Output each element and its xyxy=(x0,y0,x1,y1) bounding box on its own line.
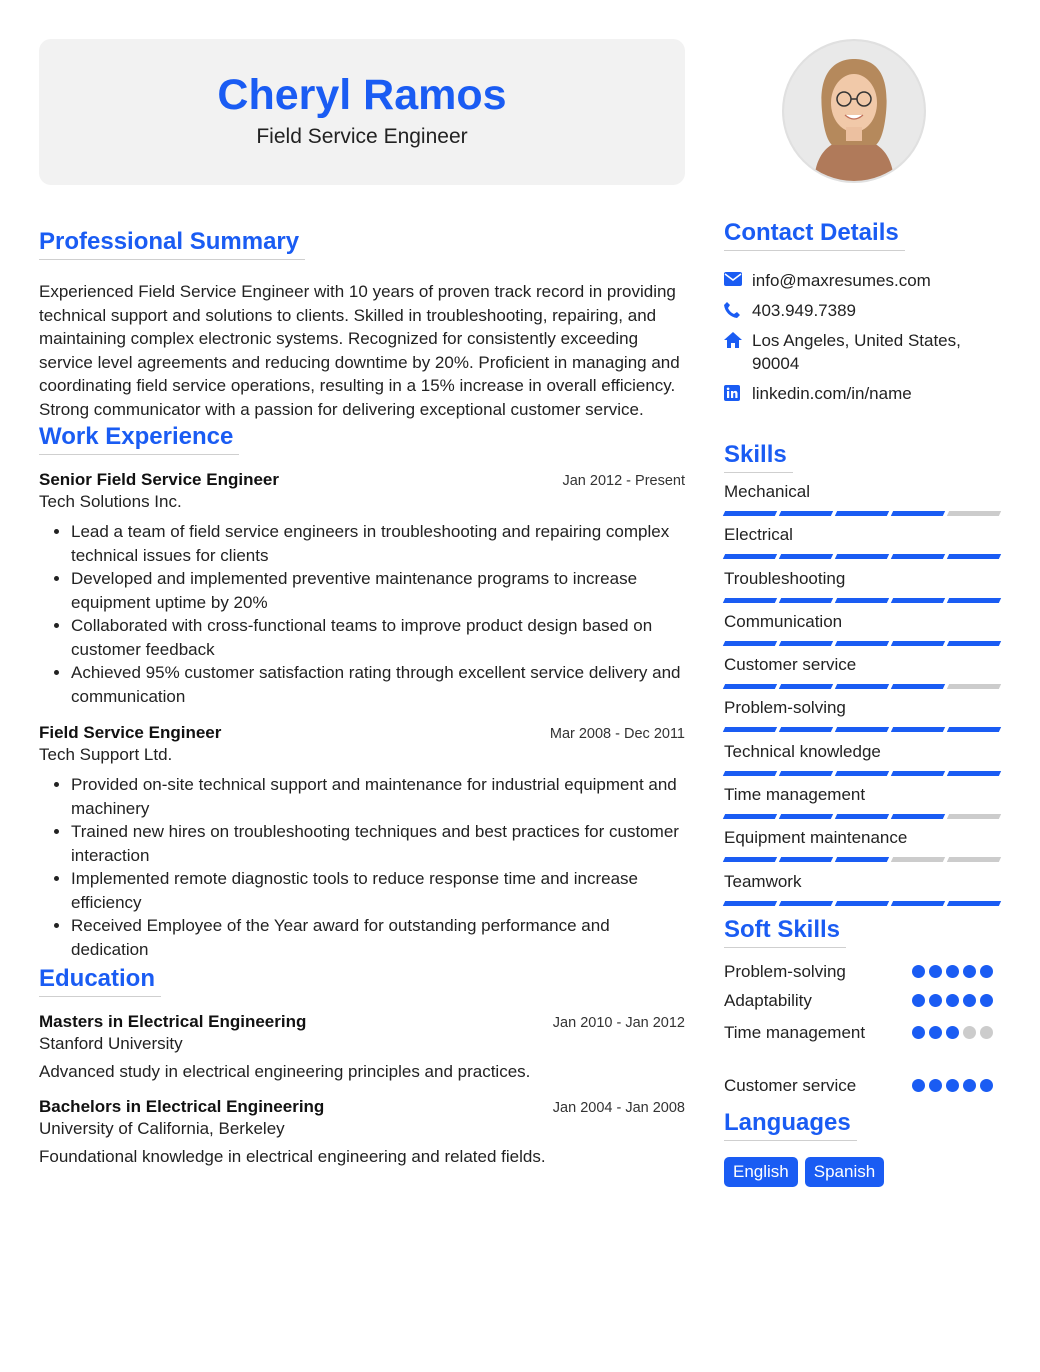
job-role: Field Service Engineer xyxy=(39,723,222,742)
skill-level-bar xyxy=(724,554,1000,559)
skill-level-segment xyxy=(779,901,833,906)
language-pill: English xyxy=(724,1157,798,1187)
skill-level-segment xyxy=(891,511,945,516)
soft-skill-item xyxy=(724,1023,1000,1076)
rating-dot xyxy=(963,965,976,978)
contact-linkedin xyxy=(724,382,1000,405)
skill-level-bar xyxy=(724,814,1000,819)
job-dates: Jan 2012 - Present xyxy=(562,473,685,489)
skill-level-segment xyxy=(779,511,833,516)
skill-level-segment xyxy=(779,814,833,819)
summary-heading: Professional Summary xyxy=(39,228,305,260)
rating-dot xyxy=(929,1079,942,1092)
soft-skill-name: Problem-solving xyxy=(724,961,846,981)
skill-level-segment xyxy=(835,771,889,776)
skill-name: Equipment maintenance xyxy=(724,828,908,848)
skill-item xyxy=(724,784,1000,827)
education-description: Foundational knowledge in electrical engineering and related fields. xyxy=(39,1147,546,1166)
rating-dot xyxy=(946,994,959,1007)
soft-skill-item xyxy=(724,962,1000,991)
education-dates: Jan 2004 - Jan 2008 xyxy=(552,1100,685,1116)
job-bullets xyxy=(39,520,685,708)
skill-level-segment xyxy=(947,554,1001,559)
skill-level-bar xyxy=(724,857,1000,862)
rating-dot xyxy=(980,965,993,978)
skill-level-segment xyxy=(723,901,777,906)
skill-level-segment xyxy=(723,727,777,732)
soft-skill-item xyxy=(724,1076,1000,1109)
skill-level-bar xyxy=(724,771,1000,776)
job-entry xyxy=(39,723,685,961)
skill-level-bar xyxy=(724,598,1000,603)
contact-list xyxy=(724,269,1000,405)
skill-level-bar xyxy=(724,684,1000,689)
rating-dot xyxy=(912,965,925,978)
job-company: Tech Solutions Inc. xyxy=(39,492,182,511)
skill-name: Mechanical xyxy=(724,482,810,501)
rating-dot xyxy=(929,1026,942,1039)
rating-dot xyxy=(946,1079,959,1092)
soft-skill-rating xyxy=(912,1023,1000,1076)
home-icon xyxy=(724,329,752,348)
skill-name: Customer service xyxy=(724,655,857,675)
skill-level-segment xyxy=(947,727,1001,732)
skill-level-segment xyxy=(947,814,1001,819)
soft-skill-rating xyxy=(912,991,1000,1023)
skill-level-segment xyxy=(779,857,833,862)
job-company: Tech Support Ltd. xyxy=(39,745,173,764)
main-column xyxy=(39,39,685,1167)
skill-item xyxy=(724,871,1000,914)
profile-photo xyxy=(782,39,926,183)
job-bullet: • Lead a team of field service engineers in troubleshooting and repairing complex technical issues for clients xyxy=(71,520,685,567)
skill-level-segment xyxy=(779,598,833,603)
rating-dot xyxy=(929,965,942,978)
soft-skill-rating xyxy=(912,1076,1000,1109)
skill-level-segment xyxy=(947,511,1001,516)
skill-level-bar xyxy=(724,641,1000,646)
envelope-icon xyxy=(724,269,752,286)
candidate-name: Cheryl Ramos xyxy=(217,71,507,119)
languages-heading: Languages xyxy=(724,1109,857,1141)
skill-level-segment xyxy=(779,684,833,689)
skill-level-segment xyxy=(947,598,1001,603)
education-degree: Masters in Electrical Engineering xyxy=(39,1012,307,1031)
contact-address xyxy=(724,329,1000,375)
header-box xyxy=(39,39,685,185)
skill-level-segment xyxy=(723,554,777,559)
skill-name: Troubleshooting xyxy=(724,568,846,588)
skill-level-segment xyxy=(835,814,889,819)
rating-dot xyxy=(980,1079,993,1092)
soft-skill-name: Adaptability xyxy=(724,990,812,1010)
skill-level-segment xyxy=(891,684,945,689)
contact-heading: Contact Details xyxy=(724,219,905,251)
contact-email-text[interactable]: info@maxresumes.com xyxy=(752,271,931,290)
skill-level-bar xyxy=(724,727,1000,732)
skill-item xyxy=(724,697,1000,740)
skill-level-segment xyxy=(723,598,777,603)
language-pill: Spanish xyxy=(805,1157,884,1187)
skill-item xyxy=(724,568,1000,611)
skill-level-segment xyxy=(891,857,945,862)
skill-item xyxy=(724,827,1000,870)
job-bullet: • Implemented remote diagnostic tools to reduce response time and increase efficiency xyxy=(71,867,685,914)
skill-level-segment xyxy=(723,511,777,516)
skill-level-segment xyxy=(723,684,777,689)
skill-item xyxy=(724,741,1000,784)
job-dates: Mar 2008 - Dec 2011 xyxy=(549,726,685,742)
contact-phone xyxy=(724,299,1000,322)
skill-item xyxy=(724,524,1000,567)
skill-level-segment xyxy=(835,598,889,603)
skills-list xyxy=(724,481,1000,914)
phone-icon xyxy=(724,299,752,318)
contact-linkedin-text[interactable]: linkedin.com/in/name xyxy=(752,384,912,403)
skill-name: Problem-solving xyxy=(724,698,846,718)
skill-level-segment xyxy=(779,727,833,732)
skill-level-segment xyxy=(835,684,889,689)
skill-level-segment xyxy=(891,554,945,559)
rating-dot xyxy=(980,1026,993,1039)
education-degree: Bachelors in Electrical Engineering xyxy=(39,1097,325,1116)
skill-level-segment xyxy=(947,684,1001,689)
education-entry xyxy=(39,1012,685,1082)
skill-level-segment xyxy=(947,901,1001,906)
skill-level-segment xyxy=(947,771,1001,776)
job-bullet: • Received Employee of the Year award for outstanding performance and dedication xyxy=(71,914,685,961)
job-bullet: • Trained new hires on troubleshooting techniques and best practices for customer interaction xyxy=(71,820,685,867)
skill-item xyxy=(724,611,1000,654)
skill-level-segment xyxy=(835,727,889,732)
skill-level-segment xyxy=(891,641,945,646)
skill-level-segment xyxy=(723,857,777,862)
skill-item xyxy=(724,481,1000,524)
contact-address-text: Los Angeles, United States, 90004 xyxy=(752,331,961,373)
languages-list xyxy=(724,1157,1000,1187)
skill-level-segment xyxy=(835,511,889,516)
skill-level-segment xyxy=(835,901,889,906)
soft-skill-item xyxy=(724,991,1000,1023)
soft-skill-name: Time management xyxy=(724,1022,866,1042)
linkedin-icon xyxy=(724,382,752,401)
soft-skills-heading: Soft Skills xyxy=(724,916,846,948)
rating-dot xyxy=(912,994,925,1007)
skill-level-bar xyxy=(724,511,1000,516)
rating-dot xyxy=(946,1026,959,1039)
skill-item xyxy=(724,654,1000,697)
skill-name: Communication xyxy=(724,611,843,631)
job-role: Senior Field Service Engineer xyxy=(39,470,279,489)
rating-dot xyxy=(912,1079,925,1092)
skill-level-segment xyxy=(723,814,777,819)
rating-dot xyxy=(963,1026,976,1039)
education-school: University of California, Berkeley xyxy=(39,1119,285,1138)
job-bullet: • Developed and implemented preventive maintenance programs to increase equipment uptime by 20% xyxy=(71,567,685,614)
education-description: Advanced study in electrical engineering principles and practices. xyxy=(39,1062,531,1081)
skill-level-segment xyxy=(723,771,777,776)
rating-dot xyxy=(929,994,942,1007)
skill-level-segment xyxy=(779,554,833,559)
summary-text: Experienced Field Service Engineer with 10 years of proven track record in providing technical support and solutions to clients. Skilled in troubleshooting, repairing, and maintaining complex electronic systems. Recognized for consistently exceeding service level agreements and reducing downtime by 20%. Proficient in managing and coordinating field service operations, resulting in a 15% increase in overall efficiency. Strong communicator with a passion for delivering exceptional customer service. xyxy=(39,282,680,419)
job-bullet: • Provided on-site technical support and maintenance for industrial equipment and machinery xyxy=(71,773,685,820)
skill-name: Electrical xyxy=(724,525,793,545)
contact-phone-text[interactable]: 403.949.7389 xyxy=(752,301,856,320)
rating-dot xyxy=(963,994,976,1007)
sidebar-column xyxy=(724,39,1000,1187)
skill-name: Teamwork xyxy=(724,871,802,891)
soft-skills-list xyxy=(724,962,1000,1109)
profile-photo-illustration xyxy=(784,41,924,181)
rating-dot xyxy=(963,1079,976,1092)
rating-dot xyxy=(912,1026,925,1039)
soft-skill-rating xyxy=(912,962,1000,991)
job-bullet: • Achieved 95% customer satisfaction rating through excellent service delivery and communication xyxy=(71,661,685,708)
skill-level-segment xyxy=(723,641,777,646)
skills-heading: Skills xyxy=(724,441,793,473)
job-entry xyxy=(39,470,685,708)
skill-level-segment xyxy=(779,641,833,646)
skill-level-segment xyxy=(779,771,833,776)
job-bullet: • Collaborated with cross-functional teams to improve product design based on customer feedback xyxy=(71,614,685,661)
education-school: Stanford University xyxy=(39,1034,183,1053)
soft-skill-name: Customer service xyxy=(724,1075,857,1095)
skill-level-segment xyxy=(947,641,1001,646)
candidate-title: Field Service Engineer xyxy=(256,125,468,148)
education-heading: Education xyxy=(39,965,161,997)
skill-level-segment xyxy=(891,771,945,776)
skill-level-segment xyxy=(835,857,889,862)
skill-level-segment xyxy=(835,641,889,646)
skill-level-segment xyxy=(891,598,945,603)
rating-dot xyxy=(946,965,959,978)
skill-level-bar xyxy=(724,901,1000,906)
contact-email xyxy=(724,269,1000,292)
skill-level-segment xyxy=(835,554,889,559)
skill-level-segment xyxy=(947,857,1001,862)
rating-dot xyxy=(980,994,993,1007)
skill-level-segment xyxy=(891,727,945,732)
skill-level-segment xyxy=(891,814,945,819)
education-dates: Jan 2010 - Jan 2012 xyxy=(552,1015,685,1031)
skill-name: Technical knowledge xyxy=(724,741,881,761)
education-entry xyxy=(39,1097,685,1167)
work-heading: Work Experience xyxy=(39,423,239,455)
skill-level-segment xyxy=(891,901,945,906)
skill-name: Time management xyxy=(724,785,866,805)
job-bullets xyxy=(39,773,685,961)
